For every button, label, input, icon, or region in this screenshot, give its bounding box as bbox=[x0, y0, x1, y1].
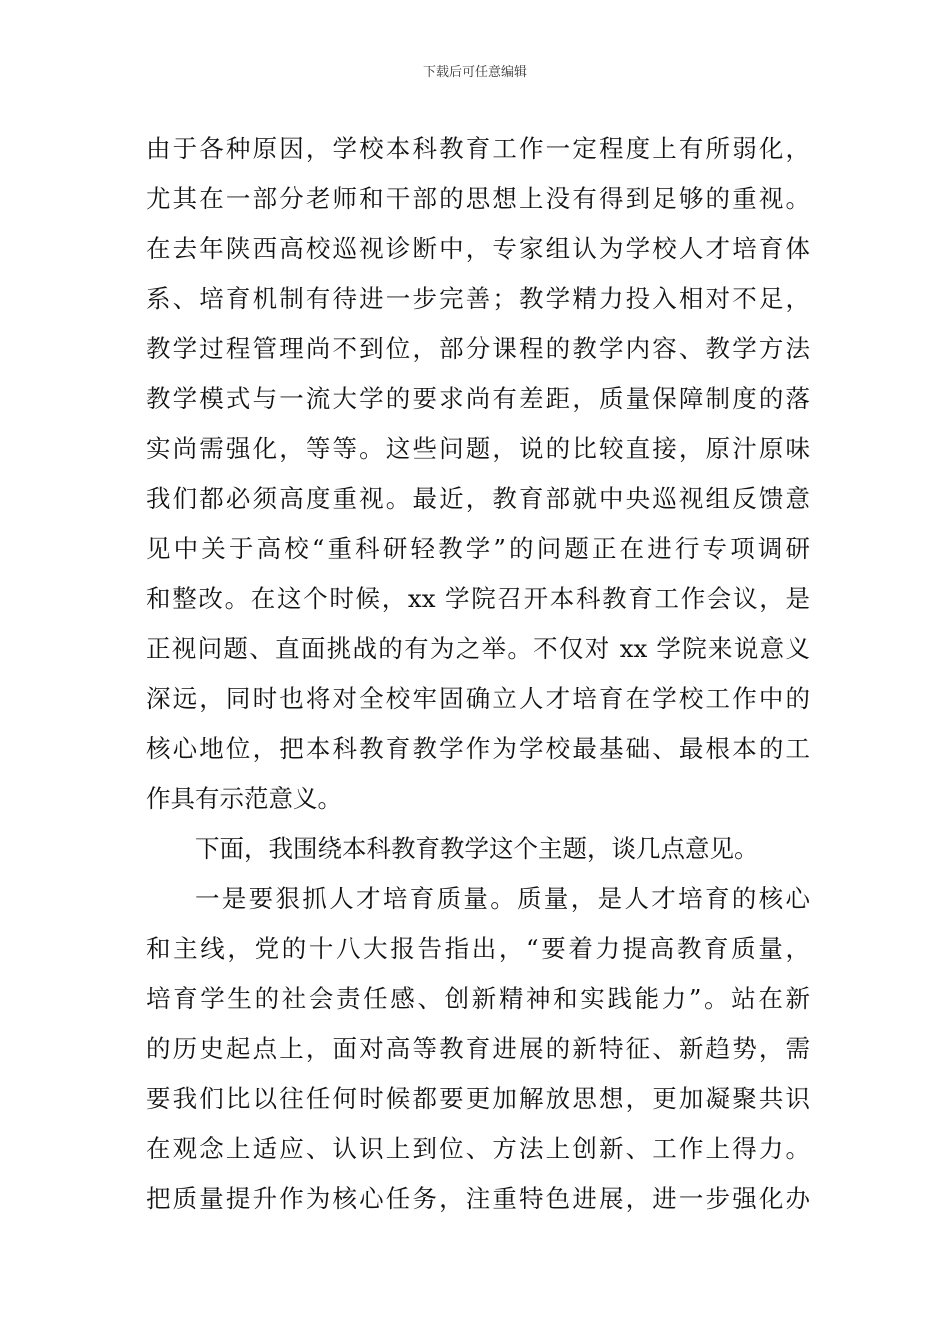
text-line: 尤其在一部分老师和干部的思想上没有得到足够的重视。 bbox=[146, 184, 810, 213]
text-line: 核心地位，把本科教育教学作为学校最基础、最根本的工 bbox=[146, 734, 810, 763]
text-line: 下面，我围绕本科教育教学这个主题，谈几点意见。 bbox=[195, 834, 759, 863]
text-line: 的历史起点上，面对高等教育进展的新特征、新趋势，需 bbox=[146, 1034, 810, 1063]
text-line: 把质量提升作为核心任务，注重特色进展，进一步强化办 bbox=[146, 1184, 810, 1213]
text-line: 见中关于高校“重科研轻教学”的问题正在进行专项调研 bbox=[146, 534, 810, 563]
text-line: 由于各种原因，学校本科教育工作一定程度上有所弱化， bbox=[146, 134, 810, 163]
text-line: 我们都必须高度重视。最近，教育部就中央巡视组反馈意 bbox=[146, 484, 810, 513]
page-header: 下载后可任意编辑 bbox=[422, 65, 527, 80]
text-line: 培育学生的社会责任感、创新精神和实践能力”。站在新 bbox=[146, 984, 810, 1013]
text-line: 实尚需强化，等等。这些问题，说的比较直接，原汁原味 bbox=[146, 434, 810, 463]
text-line: 正视问题、直面挑战的有为之举。不仅对 xx 学院来说意义 bbox=[146, 634, 810, 663]
text-line: 教学模式与一流大学的要求尚有差距，质量保障制度的落 bbox=[146, 384, 810, 413]
text-line: 深远，同时也将对全校牢固确立人才培育在学校工作中的 bbox=[146, 684, 810, 713]
text-line: 在去年陕西高校巡视诊断中，专家组认为学校人才培育体 bbox=[146, 234, 810, 263]
text-line: 教学过程管理尚不到位，部分课程的教学内容、教学方法 bbox=[146, 334, 810, 363]
text-line: 系、培育机制有待进一步完善；教学精力投入相对不足， bbox=[146, 284, 810, 313]
text-line: 一是要狠抓人才培育质量。质量，是人才培育的核心 bbox=[195, 884, 810, 913]
text-line: 和主线，党的十八大报告指出，“要着力提高教育质量， bbox=[146, 934, 810, 963]
body-text bbox=[146, 124, 810, 1224]
text-line: 在观念上适应、认识上到位、方法上创新、工作上得力。 bbox=[146, 1134, 810, 1163]
text-line: 作具有示范意义。 bbox=[146, 784, 342, 813]
text-line: 要我们比以往任何时候都要更加解放思想，更加凝聚共识 bbox=[146, 1084, 810, 1113]
text-line: 和整改。在这个时候，xx 学院召开本科教育工作会议，是 bbox=[146, 584, 810, 613]
